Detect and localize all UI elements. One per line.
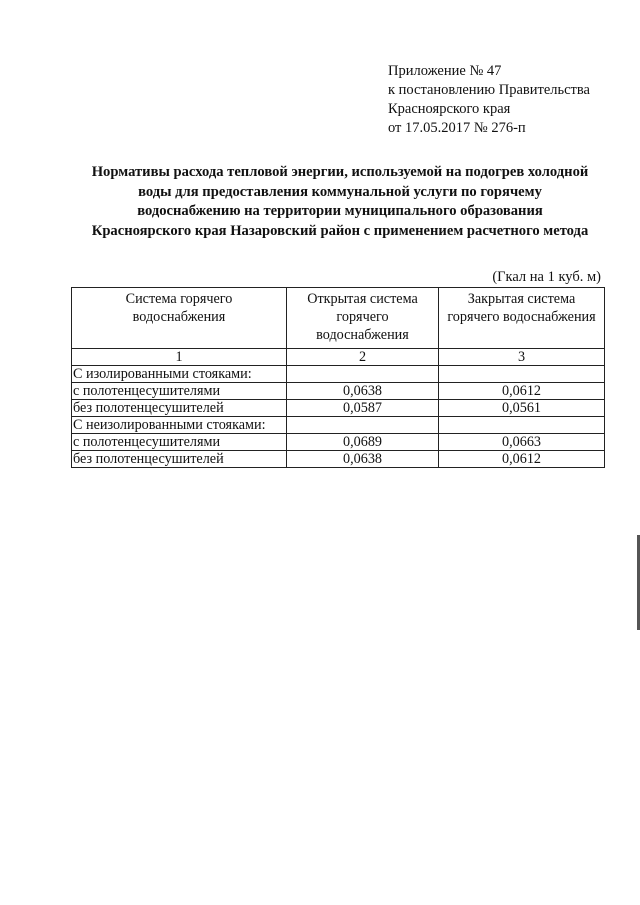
- closed-value: 0,0612: [439, 383, 605, 400]
- closed-value: 0,0612: [439, 451, 605, 468]
- header-system: Система горячего водоснабжения: [72, 288, 287, 349]
- row-label: без полотенцесушителей: [72, 400, 287, 417]
- open-value: 0,0587: [287, 400, 439, 417]
- norms-table: [71, 287, 605, 468]
- row-label: С неизолированными стояками:: [72, 417, 287, 434]
- appendix-region: Красноярского края: [388, 101, 511, 117]
- column-number: 3: [439, 349, 605, 366]
- title-line-4: Красноярского края Назаровский район с применением расчетного метода: [91, 222, 589, 239]
- appendix-reference: [388, 62, 590, 138]
- open-value: [287, 366, 439, 383]
- closed-value: [439, 417, 605, 434]
- row-label: с полотенцесушителями: [72, 434, 287, 451]
- closed-value: 0,0561: [439, 400, 605, 417]
- table-row: [72, 451, 605, 468]
- column-number: 2: [287, 349, 439, 366]
- title-line-1: Нормативы расхода тепловой энергии, используемой на подогрев холодной: [91, 164, 589, 180]
- title-line-3: водоснабжению на территории муниципального образования: [137, 203, 543, 219]
- closed-value: [439, 366, 605, 383]
- open-value: [287, 417, 439, 434]
- table-row: [72, 417, 605, 434]
- header-open-system: Открытая система горячего водоснабжения: [287, 288, 439, 349]
- row-label: без полотенцесушителей: [72, 451, 287, 468]
- title-line-2: воды для предоставления коммунальной услуги по горячему: [138, 183, 542, 200]
- appendix-date: от 17.05.2017 № 276-п: [388, 120, 526, 136]
- unit-note: (Гкал на 1 куб. м): [492, 269, 601, 285]
- appendix-resolution: к постановлению Правительства: [388, 82, 590, 98]
- appendix-number: Приложение № 47: [388, 63, 502, 79]
- table-row: [72, 383, 605, 400]
- open-value: 0,0638: [287, 383, 439, 400]
- table-row: [72, 434, 605, 451]
- row-label: с полотенцесушителями: [72, 383, 287, 400]
- table-header-row: [72, 288, 605, 349]
- table-row: [72, 400, 605, 417]
- open-value: 0,0689: [287, 434, 439, 451]
- open-value: 0,0638: [287, 451, 439, 468]
- header-closed-system: Закрытая система горячего водоснабжения: [439, 288, 605, 349]
- column-number-row: [72, 349, 605, 366]
- table-row: [72, 366, 605, 383]
- row-label: С изолированными стояками:: [72, 366, 287, 383]
- document-title: [60, 163, 620, 241]
- column-number: 1: [72, 349, 287, 366]
- closed-value: 0,0663: [439, 434, 605, 451]
